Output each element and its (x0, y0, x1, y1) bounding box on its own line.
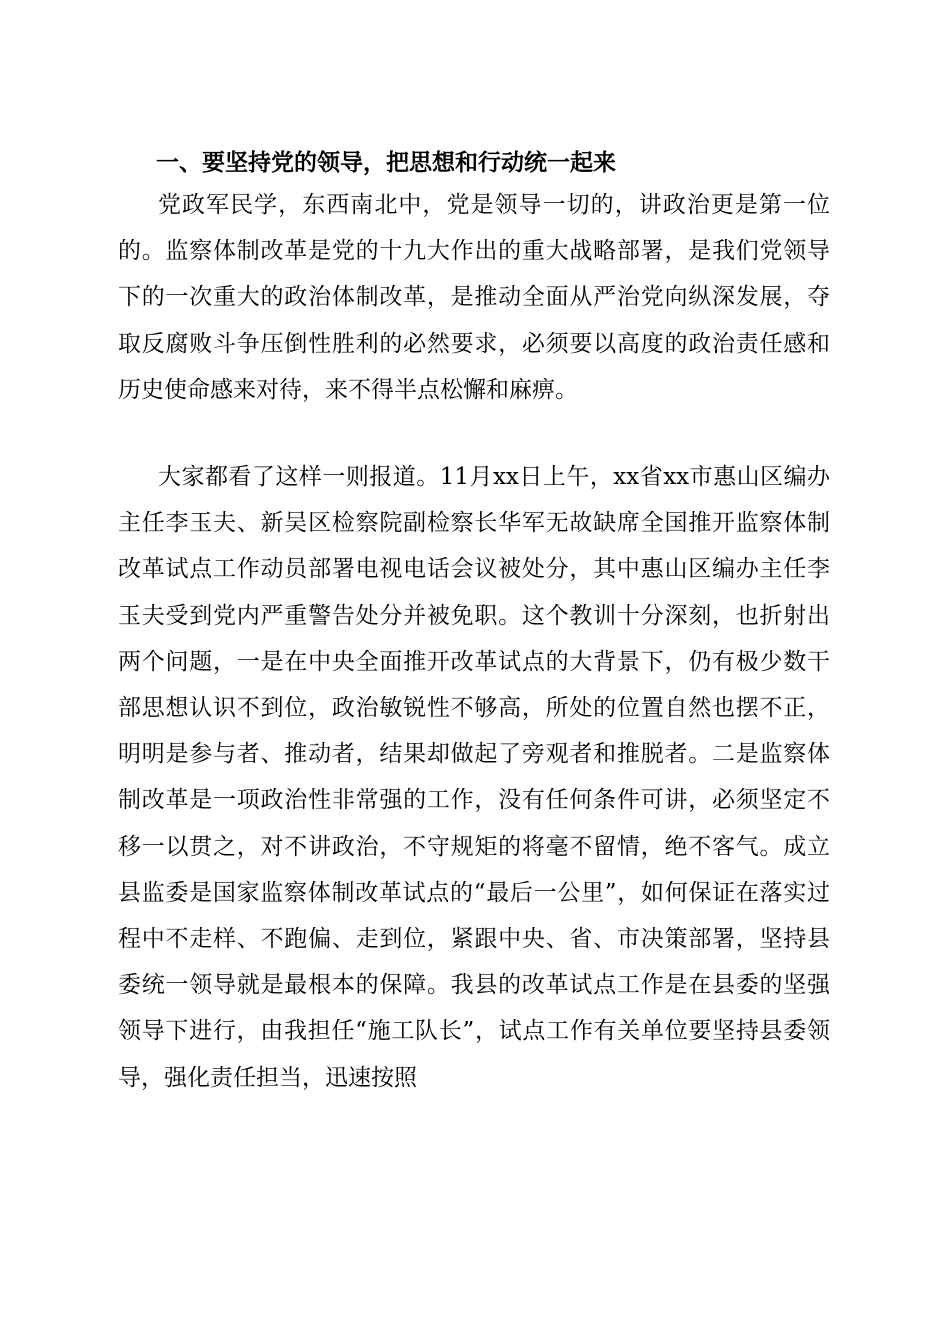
paragraph-2: 大家都看了这样一则报道。11月xx日上午，xx省xx市惠山区编办主任李玉夫、新吴区检察院副检察长华军无故缺席全国推开监察体制改革试点工作动员部署电视电话会议被处分，其中惠山区编办主任李玉夫受到党内严重警告处分并被免职。这个教训十分深刻，也折射出两个问题，一是在中央全面推开改革试点的大背景下，仍有极少数干部思想认识不到位，政治敏锐性不够高，所处的位置自然也摆不正，明明是参与者、推动者，结果却做起了旁观者和推脱者。二是监察体制改革是一项政治性非常强的工作，没有任何条件可讲，必须坚定不移一以贯之，对不讲政治，不守规矩的将毫不留情，绝不客气。成立县监委是国家监察体制改革试点的“最后一公里”，如何保证在落实过程中不走样、不跑偏、走到位，紧跟中央、省、市决策部署，坚持县委统一领导就是最根本的保障。我县的改革试点工作是在县委的坚强领导下进行，由我担任“施工队长”，试点工作有关单位要坚持县委领导，强化责任担当，迅速按照 (118, 464, 830, 1091)
section-heading: 一、要坚持党的领导，把思想和行动统一起来 (156, 150, 616, 176)
paragraph-1: 党政军民学，东西南北中，党是领导一切的，讲政治更是第一位的。监察体制改革是党的十九大作出的重大战略部署，是我们党领导下的一次重大的政治体制改革，是推动全面从严治党向纵深发展，夺取反腐败斗争压倒性胜利的必然要求，必须要以高度的政治责任感和历史使命感来对待，来不得半点松懈和麻痹。 (118, 192, 830, 403)
